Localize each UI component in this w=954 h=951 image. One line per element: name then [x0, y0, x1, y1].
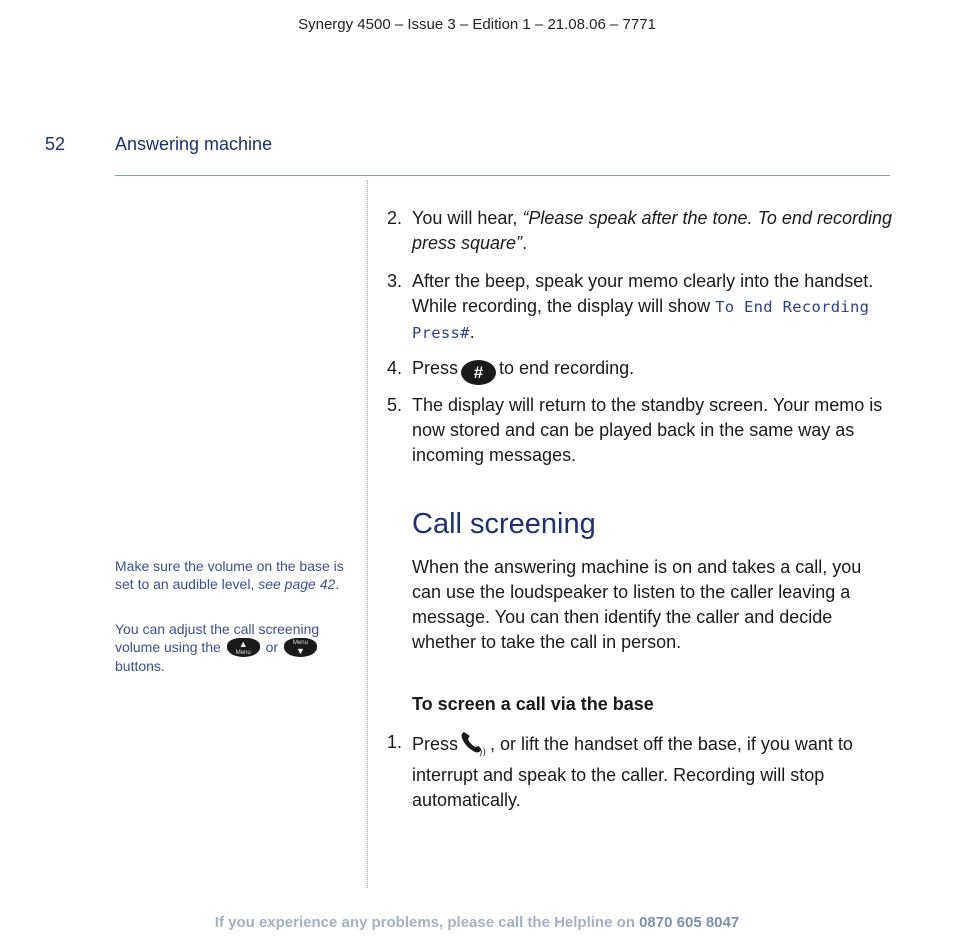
document-header: Synergy 4500 – Issue 3 – Edition 1 – 21.08.06 – 7771	[298, 16, 656, 33]
step-number: 5.	[387, 395, 403, 415]
screen-call-subheading: To screen a call via the base	[412, 694, 654, 714]
handsfree-phone-icon	[459, 730, 489, 763]
step-2	[387, 206, 897, 256]
volume-down-button-icon: Menu ▼	[284, 638, 317, 657]
step-number: 1.	[387, 732, 403, 752]
step-text: Press # to end recording.	[412, 356, 892, 385]
hash-button-icon: #	[461, 360, 496, 385]
step-text: After the beep, speak your memo clearly into the handset. While recording, the display will show To End Recording Press#.	[412, 271, 874, 342]
screening-step-1	[387, 730, 897, 810]
step-5	[387, 393, 897, 468]
helpline-footer: If you experience any problems, please call the Helpline on 0870 605 8047	[214, 914, 740, 931]
step-text: You will hear, “Please speak after the tone. To end recording press square”.	[412, 208, 892, 253]
sidebar-note-screening-volume: You can adjust the call screening volume using the ▲ Menu or Menu ▼ buttons.	[115, 621, 320, 674]
call-screening-intro: When the answering machine is on and takes a call, you can use the loudspeaker to listen to the caller leaving a message. You can then identify the caller and decide whether to take the call in person.	[412, 557, 862, 652]
step-4	[387, 356, 897, 381]
lcd-display-text: To End Recording Press#	[412, 298, 870, 342]
page-reference: see page 42	[258, 576, 336, 592]
step-number: 3.	[387, 271, 403, 291]
step-text: The display will return to the standby screen. Your memo is now stored and can be played back in the same way as incoming messages.	[412, 395, 883, 465]
helpline-number: 0870 605 8047	[639, 914, 740, 931]
step-3	[387, 269, 897, 344]
page-number: 52	[45, 134, 66, 154]
header-rule	[115, 175, 890, 176]
prompt-quote: “Please speak after the tone. To end recording press square”	[412, 208, 892, 253]
step-number: 2.	[387, 208, 403, 228]
step-number: 4.	[387, 358, 403, 378]
volume-up-button-icon: ▲ Menu	[227, 638, 260, 657]
sidebar-note-volume: Make sure the volume on the base is set to an audible level, see page 42.	[115, 558, 344, 592]
svg-text:)): ))	[479, 748, 487, 756]
column-divider	[367, 180, 368, 888]
call-screening-heading: Call screening	[412, 508, 596, 540]
step-text: Press )) , or lift the handset off the base, if you want to interrupt and speak to the caller. Recording will stop automatically.	[412, 730, 892, 813]
section-title: Answering machine	[115, 134, 273, 154]
